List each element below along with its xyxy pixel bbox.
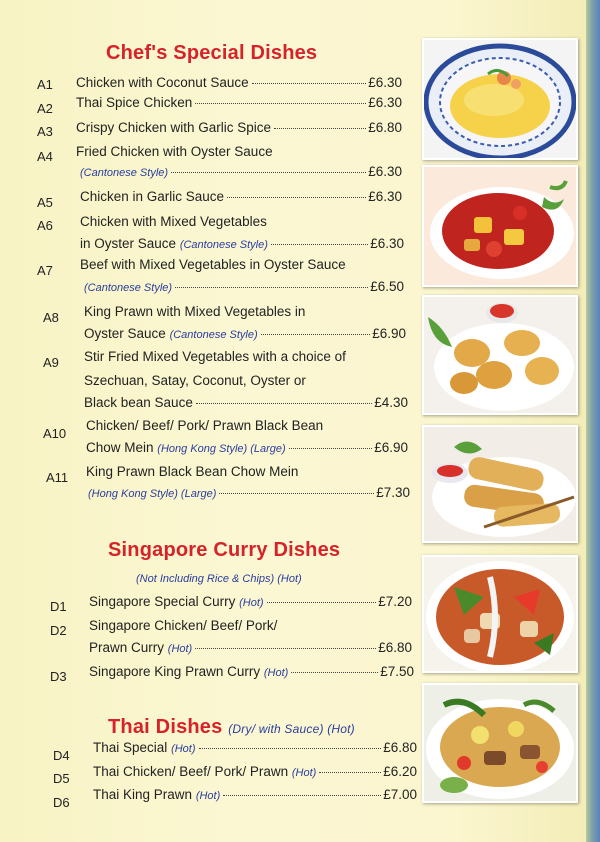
item-style: (Cantonese Style) bbox=[80, 167, 169, 179]
menu-item-a6 bbox=[80, 236, 404, 251]
section-title-text: Thai Dishes bbox=[108, 716, 223, 738]
item-price: £4.30 bbox=[374, 395, 408, 410]
item-style: (Cantonese Style) bbox=[169, 329, 258, 341]
section-title-thai bbox=[108, 716, 355, 739]
item-name: Black bean Sauce bbox=[84, 395, 193, 410]
menu-item-a11 bbox=[88, 485, 410, 500]
menu-item-a8-line1: King Prawn with Mixed Vegetables in bbox=[84, 304, 306, 319]
item-price: £6.90 bbox=[372, 326, 406, 341]
menu-item-a9 bbox=[84, 395, 408, 410]
menu-item-a5 bbox=[80, 189, 402, 204]
sweet-sour-photo bbox=[422, 165, 578, 287]
item-code-d4: D4 bbox=[53, 748, 70, 763]
item-price: £6.30 bbox=[368, 75, 402, 90]
item-heat: (Hot) bbox=[167, 643, 193, 655]
item-price: £6.50 bbox=[370, 279, 404, 294]
item-name: Chicken in Garlic Sauce bbox=[80, 189, 225, 204]
item-name: Chicken with Coconut Sauce bbox=[76, 75, 249, 90]
item-price: £6.30 bbox=[368, 95, 402, 110]
item-code-a7: A7 bbox=[37, 263, 53, 278]
item-name: Singapore Special Curry bbox=[89, 594, 236, 609]
item-price: £6.20 bbox=[383, 764, 417, 779]
section-note-singapore: (Not Including Rice & Chips) (Hot) bbox=[136, 573, 302, 585]
item-name: Thai King Prawn bbox=[93, 787, 193, 802]
menu-item-a3 bbox=[76, 120, 402, 135]
item-price: £7.00 bbox=[383, 787, 417, 802]
section-subtitle: (Dry/ with Sauce) (Hot) bbox=[228, 722, 355, 736]
menu-item-a4-name: Fried Chicken with Oyster Sauce bbox=[76, 144, 273, 159]
menu-item-d5 bbox=[93, 764, 417, 779]
item-code-a5: A5 bbox=[37, 195, 53, 210]
menu-item-a1 bbox=[76, 75, 402, 90]
item-price: £7.30 bbox=[376, 485, 410, 500]
item-code-a11: A11 bbox=[46, 470, 69, 485]
menu-item-d2 bbox=[89, 640, 412, 655]
item-price: £7.20 bbox=[378, 594, 412, 609]
item-name: Thai Chicken/ Beef/ Pork/ Prawn bbox=[93, 764, 289, 779]
item-price: £6.90 bbox=[374, 440, 408, 455]
item-name: Oyster Sauce bbox=[84, 326, 166, 341]
item-code-d6: D6 bbox=[53, 795, 70, 810]
menu-item-a7-name: Beef with Mixed Vegetables in Oyster Sauce bbox=[80, 257, 346, 272]
item-code-a4: A4 bbox=[37, 149, 53, 164]
menu-item-a9-line2: Szechuan, Satay, Coconut, Oyster or bbox=[84, 373, 306, 388]
menu-item-d2-line1: Singapore Chicken/ Beef/ Pork/ bbox=[89, 618, 278, 633]
menu-item-d6 bbox=[93, 787, 417, 802]
menu-item-d4 bbox=[93, 740, 417, 755]
item-code-a8: A8 bbox=[43, 310, 59, 325]
item-style: (Hong Kong Style) (Large) bbox=[157, 443, 286, 455]
item-code-d5: D5 bbox=[53, 771, 70, 786]
menu-item-a8 bbox=[84, 326, 406, 341]
spring-rolls-photo bbox=[422, 425, 578, 543]
section-title-singapore: Singapore Curry Dishes bbox=[108, 539, 341, 561]
crispy-chicken-photo bbox=[422, 295, 578, 415]
menu-item-a11-name: King Prawn Black Bean Chow Mein bbox=[86, 464, 299, 479]
item-code-d1: D1 bbox=[50, 599, 67, 614]
item-price: £7.50 bbox=[380, 664, 414, 679]
item-heat: (Hot) bbox=[171, 743, 196, 755]
item-code-a9: A9 bbox=[43, 355, 59, 370]
curry-photo bbox=[422, 555, 578, 673]
menu-item-d3 bbox=[89, 664, 414, 679]
item-price: £6.80 bbox=[378, 640, 412, 655]
item-price: £6.30 bbox=[368, 189, 402, 204]
omelette-photo bbox=[422, 38, 578, 160]
menu-item-a7 bbox=[84, 279, 404, 294]
menu-item-a6-line1: Chicken with Mixed Vegetables bbox=[80, 214, 267, 229]
item-heat: (Hot) bbox=[291, 767, 317, 779]
item-code-a6: A6 bbox=[37, 218, 53, 233]
item-heat: (Hot) bbox=[195, 790, 221, 802]
item-price: £6.80 bbox=[383, 740, 417, 755]
item-name: Prawn Curry bbox=[89, 640, 165, 655]
item-price: £6.30 bbox=[370, 236, 404, 251]
item-style: (Cantonese Style) bbox=[179, 239, 268, 251]
thai-dish-photo bbox=[422, 683, 578, 803]
menu-item-d1 bbox=[89, 594, 412, 609]
item-code-a10: A10 bbox=[43, 426, 67, 441]
item-code-a3: A3 bbox=[37, 124, 53, 139]
item-code-d3: D3 bbox=[50, 669, 67, 684]
item-heat: (Hot) bbox=[263, 667, 289, 679]
item-style: (Hong Kong Style) (Large) bbox=[88, 488, 217, 500]
item-code-a2: A2 bbox=[37, 101, 53, 116]
page-edge bbox=[586, 0, 600, 842]
item-name: Thai Special bbox=[93, 740, 168, 755]
item-style: (Cantonese Style) bbox=[84, 282, 173, 294]
section-title-chefs-special: Chef's Special Dishes bbox=[106, 42, 318, 64]
item-price: £6.80 bbox=[368, 120, 402, 135]
item-name: Singapore King Prawn Curry bbox=[89, 664, 261, 679]
menu-item-a10 bbox=[86, 440, 408, 455]
menu-item-a4 bbox=[80, 164, 402, 179]
menu-item-a9-line1: Stir Fried Mixed Vegetables with a choice of bbox=[84, 349, 346, 364]
item-name: Chow Mein bbox=[86, 440, 154, 455]
item-name: Crispy Chicken with Garlic Spice bbox=[76, 120, 272, 135]
item-price: £6.30 bbox=[368, 164, 402, 179]
menu-item-a2 bbox=[76, 95, 402, 110]
item-name: in Oyster Sauce bbox=[80, 236, 177, 251]
item-heat: (Hot) bbox=[239, 597, 264, 609]
item-code-d2: D2 bbox=[50, 623, 67, 638]
item-code-a1: A1 bbox=[37, 77, 53, 92]
menu-item-a10-line1: Chicken/ Beef/ Pork/ Prawn Black Bean bbox=[86, 418, 324, 433]
item-name: Thai Spice Chicken bbox=[76, 95, 193, 110]
